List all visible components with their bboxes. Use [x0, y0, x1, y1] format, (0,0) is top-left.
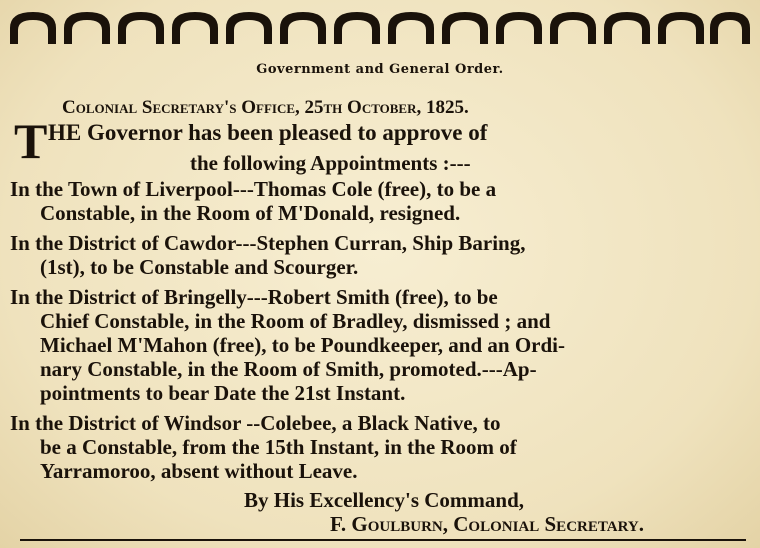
drop-cap: T	[14, 113, 48, 169]
appointment-liverpool-line-2: Constable, in the Room of M'Donald, resigned.	[40, 201, 461, 225]
appointment-bringelly-line-5: pointments to bear Date the 21st Instant.	[40, 381, 406, 405]
signature-line	[330, 512, 644, 536]
appointment-cawdor-line-1: In the District of Cawdor---Stephen Curran, Ship Baring,	[10, 231, 526, 255]
appointment-bringelly-line-4: nary Constable, in the Room of Smith, promoted.---Ap-	[40, 357, 537, 381]
ornamental-border-icon	[6, 6, 754, 46]
appointment-liverpool-line-1: In the Town of Liverpool---Thomas Cole (free), to be a	[10, 177, 497, 201]
appointment-windsor-line-3: Yarramoroo, absent without Leave.	[40, 459, 358, 483]
appointment-bringelly-line-3: Michael M'Mahon (free), to be Poundkeeper, and an Ordi-	[40, 333, 565, 357]
notice-title: Government and General Order.	[256, 62, 504, 77]
appointment-bringelly-line-2: Chief Constable, in the Room of Bradley, dismissed ; and	[40, 309, 551, 333]
intro-line-2: the following Appointments :---	[190, 151, 471, 175]
appointment-bringelly-line-1: In the District of Bringelly---Robert Smith (free), to be	[10, 285, 498, 309]
appointment-cawdor-line-2: (1st), to be Constable and Scourger.	[40, 255, 359, 279]
closing-command: By His Excellency's Command,	[244, 488, 525, 512]
bottom-rule	[20, 539, 746, 541]
appointment-windsor-line-1: In the District of Windsor --Colebee, a Black Native, to	[10, 411, 501, 435]
appointment-windsor-line-2: be a Constable, from the 15th Instant, in the Room of	[40, 435, 517, 459]
signatory-name: F. Goulburn, Colonial Secretary.	[330, 512, 644, 536]
dateline: Colonial Secretary's Office, 25th October, 1825.	[62, 97, 469, 118]
intro-line-1: HE Governor has been pleased to approve of	[48, 120, 488, 145]
